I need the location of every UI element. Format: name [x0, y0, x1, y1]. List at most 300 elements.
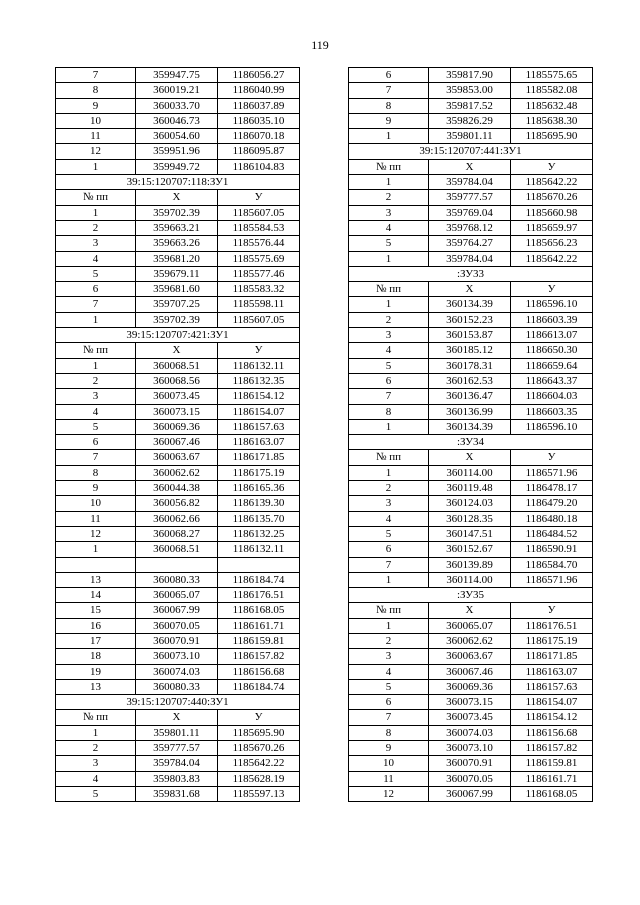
point-number-cell: 7: [56, 297, 136, 312]
y-coordinate-cell: 1186184.74: [218, 572, 300, 587]
y-coordinate-cell: 1186184.74: [218, 679, 300, 694]
coordinate-row: [349, 542, 593, 557]
parcel-title: :ЗУ33: [349, 266, 593, 281]
point-number-cell: 5: [56, 266, 136, 281]
point-number-cell: 4: [349, 343, 429, 358]
x-coordinate-cell: 360062.66: [136, 511, 218, 526]
coordinate-row: [56, 603, 300, 618]
y-coordinate-cell: 1186603.39: [511, 312, 593, 327]
coordinate-row: [349, 205, 593, 220]
y-coordinate-cell: 1186157.63: [511, 679, 593, 694]
coordinate-row: [56, 496, 300, 511]
x-coordinate-cell: 360069.36: [136, 419, 218, 434]
coordinate-row: [349, 756, 593, 771]
x-coordinate-cell: 360185.12: [429, 343, 511, 358]
coordinate-row: [349, 312, 593, 327]
coordinate-row: [349, 373, 593, 388]
point-number-cell: 9: [56, 98, 136, 113]
point-number-cell: 2: [349, 633, 429, 648]
y-coordinate-cell: 1186168.05: [511, 786, 593, 801]
point-number-cell: 7: [56, 450, 136, 465]
point-number-cell: 1: [56, 542, 136, 557]
point-number-cell: 10: [56, 113, 136, 128]
point-number-header: № пп: [56, 343, 136, 358]
point-number-cell: 18: [56, 649, 136, 664]
point-number-cell: 1: [349, 297, 429, 312]
point-number-cell: 12: [56, 144, 136, 159]
x-coordinate-cell: 360074.03: [429, 725, 511, 740]
point-number-cell: 8: [349, 98, 429, 113]
x-coordinate-cell: 359768.12: [429, 220, 511, 235]
x-coordinate-cell: 360139.89: [429, 557, 511, 572]
point-number-cell: 8: [349, 404, 429, 419]
x-coordinate-cell: 359801.11: [136, 725, 218, 740]
point-number-cell: 5: [349, 236, 429, 251]
coordinate-row: [349, 343, 593, 358]
parcel-title-row: [349, 435, 593, 450]
column-header-row: [349, 603, 593, 618]
point-number-cell: 4: [349, 664, 429, 679]
x-coordinate-cell: 360063.67: [136, 450, 218, 465]
point-number-header: № пп: [56, 190, 136, 205]
y-coordinate-cell: 1185642.22: [218, 756, 300, 771]
x-header: X: [136, 190, 218, 205]
y-coordinate-cell: 1186603.35: [511, 404, 593, 419]
point-number-cell: 5: [56, 786, 136, 801]
y-coordinate-cell: 1186161.71: [511, 771, 593, 786]
column-header-row: [349, 159, 593, 174]
x-coordinate-cell: 359681.20: [136, 251, 218, 266]
point-number-cell: 6: [349, 695, 429, 710]
y-coordinate-cell: 1186171.85: [511, 649, 593, 664]
y-coordinate-cell: 1186596.10: [511, 297, 593, 312]
coordinate-row: [56, 144, 300, 159]
y-coordinate-cell: 1186604.03: [511, 389, 593, 404]
y-coordinate-cell: 1186175.19: [218, 465, 300, 480]
y-coordinate-cell: 1185638.30: [511, 113, 593, 128]
y-coordinate-cell: 1186596.10: [511, 419, 593, 434]
coordinate-row: [349, 511, 593, 526]
coordinate-row: [56, 389, 300, 404]
point-number-cell: 2: [349, 190, 429, 205]
coordinate-row: [56, 282, 300, 297]
y-coordinate-cell: 1185576.44: [218, 236, 300, 251]
x-coordinate-cell: 360178.31: [429, 358, 511, 373]
point-number-cell: [56, 557, 136, 572]
y-coordinate-cell: 1186139.30: [218, 496, 300, 511]
point-number-cell: 2: [349, 312, 429, 327]
right-coordinates-table: [348, 67, 593, 802]
y-coordinate-cell: 1186157.82: [511, 741, 593, 756]
point-number-cell: 3: [349, 649, 429, 664]
x-coordinate-cell: 360068.51: [136, 542, 218, 557]
coordinate-row: [349, 68, 593, 83]
point-number-cell: 1: [56, 312, 136, 327]
x-coordinate-cell: 360067.46: [136, 435, 218, 450]
coordinate-row: [349, 389, 593, 404]
column-header-row: [56, 343, 300, 358]
x-coordinate-cell: 360136.47: [429, 389, 511, 404]
y-coordinate-cell: 1186171.85: [218, 450, 300, 465]
x-coordinate-cell: 359784.04: [136, 756, 218, 771]
coordinate-row: [56, 511, 300, 526]
x-coordinate-cell: 359817.90: [429, 68, 511, 83]
x-coordinate-cell: 359784.04: [429, 175, 511, 190]
point-number-cell: 11: [349, 771, 429, 786]
x-coordinate-cell: 360162.53: [429, 373, 511, 388]
x-coordinate-cell: [136, 557, 218, 572]
y-coordinate-cell: 1186154.12: [511, 710, 593, 725]
coordinate-row: [349, 496, 593, 511]
point-number-cell: 4: [349, 220, 429, 235]
coordinate-row: [349, 679, 593, 694]
y-coordinate-cell: 1186643.37: [511, 373, 593, 388]
point-number-cell: 4: [56, 771, 136, 786]
point-number-cell: 7: [349, 389, 429, 404]
y-coordinate-cell: 1186132.25: [218, 526, 300, 541]
x-coordinate-cell: 360136.99: [429, 404, 511, 419]
column-header-row: [349, 450, 593, 465]
point-number-cell: 6: [56, 282, 136, 297]
x-coordinate-cell: 359817.52: [429, 98, 511, 113]
point-number-cell: 3: [56, 756, 136, 771]
coordinate-row: [56, 83, 300, 98]
x-coordinate-cell: 360070.91: [136, 633, 218, 648]
point-number-cell: 9: [56, 481, 136, 496]
point-number-cell: 7: [349, 83, 429, 98]
coordinate-row: [56, 159, 300, 174]
parcel-title: 39:15:120707:441:ЗУ1: [349, 144, 593, 159]
coordinate-row: [56, 588, 300, 603]
coordinate-row: [56, 679, 300, 694]
coordinate-row: [56, 526, 300, 541]
point-number-cell: 3: [56, 236, 136, 251]
parcel-title-row: [349, 266, 593, 281]
y-coordinate-cell: 1186156.68: [218, 664, 300, 679]
point-number-cell: 5: [349, 679, 429, 694]
coordinate-row: [349, 251, 593, 266]
coordinate-row: [56, 756, 300, 771]
coordinate-row: [349, 786, 593, 801]
point-number-cell: 13: [56, 679, 136, 694]
point-number-cell: 10: [349, 756, 429, 771]
x-coordinate-cell: 360080.33: [136, 572, 218, 587]
y-coordinate-cell: 1186040.99: [218, 83, 300, 98]
coordinate-row: [56, 266, 300, 281]
point-number-cell: 8: [56, 83, 136, 98]
point-number-cell: 2: [56, 220, 136, 235]
coordinate-row: [56, 771, 300, 786]
y-coordinate-cell: 1185670.26: [218, 741, 300, 756]
coordinate-row: [56, 435, 300, 450]
x-coordinate-cell: 359769.04: [429, 205, 511, 220]
y-coordinate-cell: 1186479.20: [511, 496, 593, 511]
coordinate-row: [56, 68, 300, 83]
point-number-cell: 7: [349, 710, 429, 725]
y-coordinate-cell: 1185575.65: [511, 68, 593, 83]
y-coordinate-cell: 1185632.48: [511, 98, 593, 113]
x-coordinate-cell: 359663.26: [136, 236, 218, 251]
y-coordinate-cell: 1186168.05: [218, 603, 300, 618]
y-coordinate-cell: 1185584.53: [218, 220, 300, 235]
point-number-header: № пп: [349, 282, 429, 297]
coordinate-row: [56, 572, 300, 587]
x-coordinate-cell: 359663.21: [136, 220, 218, 235]
point-number-cell: 7: [349, 557, 429, 572]
point-number-header: № пп: [349, 603, 429, 618]
coordinate-row: [349, 526, 593, 541]
x-coordinate-cell: 359947.75: [136, 68, 218, 83]
y-coordinate-cell: 1186132.35: [218, 373, 300, 388]
coordinate-row: [56, 404, 300, 419]
x-coordinate-cell: 360065.07: [429, 618, 511, 633]
y-coordinate-cell: 1186056.27: [218, 68, 300, 83]
x-coordinate-cell: 360134.39: [429, 419, 511, 434]
y-coordinate-cell: 1186571.96: [511, 572, 593, 587]
y-coordinate-cell: [218, 557, 300, 572]
coordinate-row: [349, 419, 593, 434]
point-number-cell: 1: [56, 358, 136, 373]
left-coordinates-table: [55, 67, 300, 802]
point-number-cell: 12: [56, 526, 136, 541]
y-coordinate-cell: 1185659.97: [511, 220, 593, 235]
point-number-cell: 1: [56, 725, 136, 740]
y-coordinate-cell: 1186132.11: [218, 358, 300, 373]
point-number-cell: 11: [56, 511, 136, 526]
coordinate-row: [349, 572, 593, 587]
x-coordinate-cell: 359803.83: [136, 771, 218, 786]
y-coordinate-cell: 1186135.70: [218, 511, 300, 526]
point-number-cell: 5: [349, 526, 429, 541]
x-header: X: [136, 710, 218, 725]
y-coordinate-cell: 1186584.70: [511, 557, 593, 572]
x-coordinate-cell: 360080.33: [136, 679, 218, 694]
point-number-cell: 9: [349, 741, 429, 756]
y-coordinate-cell: 1186165.36: [218, 481, 300, 496]
x-coordinate-cell: 359853.00: [429, 83, 511, 98]
y-header: У: [511, 450, 593, 465]
point-number-cell: 1: [349, 251, 429, 266]
coordinate-row: [349, 404, 593, 419]
x-coordinate-cell: 359679.11: [136, 266, 218, 281]
point-number-cell: 5: [349, 358, 429, 373]
coordinate-row: [56, 557, 300, 572]
x-coordinate-cell: 360033.70: [136, 98, 218, 113]
x-coordinate-cell: 360054.60: [136, 129, 218, 144]
coordinate-row: [56, 113, 300, 128]
x-coordinate-cell: 360073.45: [136, 389, 218, 404]
x-coordinate-cell: 359777.57: [429, 190, 511, 205]
x-coordinate-cell: 360073.10: [136, 649, 218, 664]
point-number-header: № пп: [349, 450, 429, 465]
x-coordinate-cell: 359949.72: [136, 159, 218, 174]
coordinate-row: [56, 633, 300, 648]
x-coordinate-cell: 360070.05: [136, 618, 218, 633]
x-coordinate-cell: 360128.35: [429, 511, 511, 526]
coordinate-row: [349, 633, 593, 648]
point-number-cell: 3: [349, 496, 429, 511]
point-number-cell: 13: [56, 572, 136, 587]
y-coordinate-cell: 1186613.07: [511, 328, 593, 343]
point-number-cell: 1: [349, 465, 429, 480]
x-header: X: [429, 450, 511, 465]
point-number-cell: 1: [56, 159, 136, 174]
parcel-title-row: [56, 695, 300, 710]
point-number-cell: 5: [56, 419, 136, 434]
x-coordinate-cell: 359784.04: [429, 251, 511, 266]
x-coordinate-cell: 360046.73: [136, 113, 218, 128]
y-coordinate-cell: 1186157.63: [218, 419, 300, 434]
y-header: У: [218, 710, 300, 725]
point-number-cell: 3: [56, 389, 136, 404]
coordinate-row: [56, 373, 300, 388]
x-header: X: [429, 603, 511, 618]
x-coordinate-cell: 359702.39: [136, 312, 218, 327]
x-coordinate-cell: 360124.03: [429, 496, 511, 511]
coordinate-row: [349, 695, 593, 710]
parcel-title: :ЗУ34: [349, 435, 593, 450]
x-coordinate-cell: 360067.99: [429, 786, 511, 801]
x-coordinate-cell: 360069.36: [429, 679, 511, 694]
coordinate-row: [56, 205, 300, 220]
x-coordinate-cell: 359777.57: [136, 741, 218, 756]
point-number-cell: 3: [349, 328, 429, 343]
point-number-cell: 16: [56, 618, 136, 633]
y-coordinate-cell: 1186176.51: [511, 618, 593, 633]
y-coordinate-cell: 1186154.12: [218, 389, 300, 404]
x-coordinate-cell: 360044.38: [136, 481, 218, 496]
parcel-title: 39:15:120707:421:ЗУ1: [56, 328, 300, 343]
x-coordinate-cell: 360065.07: [136, 588, 218, 603]
x-coordinate-cell: 360119.48: [429, 481, 511, 496]
point-number-cell: 1: [349, 129, 429, 144]
point-number-cell: 11: [56, 129, 136, 144]
y-coordinate-cell: 1186156.68: [511, 725, 593, 740]
coordinate-row: [349, 649, 593, 664]
coordinate-row: [349, 98, 593, 113]
y-coordinate-cell: 1186478.17: [511, 481, 593, 496]
y-coordinate-cell: 1185670.26: [511, 190, 593, 205]
x-coordinate-cell: 360153.87: [429, 328, 511, 343]
point-number-cell: 6: [349, 68, 429, 83]
y-coordinate-cell: 1186175.19: [511, 633, 593, 648]
x-coordinate-cell: 360114.00: [429, 572, 511, 587]
y-coordinate-cell: 1186154.07: [218, 404, 300, 419]
point-number-cell: 8: [56, 465, 136, 480]
y-coordinate-cell: 1186480.18: [511, 511, 593, 526]
x-coordinate-cell: 360073.10: [429, 741, 511, 756]
coordinate-row: [56, 419, 300, 434]
x-coordinate-cell: 360056.82: [136, 496, 218, 511]
coordinate-row: [349, 175, 593, 190]
point-number-cell: 4: [56, 404, 136, 419]
x-coordinate-cell: 360068.51: [136, 358, 218, 373]
y-coordinate-cell: 1185642.22: [511, 251, 593, 266]
point-number-cell: 1: [349, 175, 429, 190]
x-coordinate-cell: 360073.15: [429, 695, 511, 710]
y-coordinate-cell: 1185695.90: [218, 725, 300, 740]
x-coordinate-cell: 360073.45: [429, 710, 511, 725]
coordinate-row: [349, 557, 593, 572]
point-number-cell: 4: [349, 511, 429, 526]
column-header-row: [349, 282, 593, 297]
point-number-cell: 6: [349, 373, 429, 388]
y-header: У: [511, 282, 593, 297]
coordinate-row: [56, 297, 300, 312]
x-coordinate-cell: 360068.27: [136, 526, 218, 541]
coordinate-row: [349, 328, 593, 343]
point-number-header: № пп: [56, 710, 136, 725]
x-coordinate-cell: 359702.39: [136, 205, 218, 220]
y-coordinate-cell: 1186161.71: [218, 618, 300, 633]
point-number-cell: 15: [56, 603, 136, 618]
y-header: У: [511, 159, 593, 174]
y-coordinate-cell: 1185642.22: [511, 175, 593, 190]
x-coordinate-cell: 359951.96: [136, 144, 218, 159]
coordinate-row: [349, 664, 593, 679]
point-number-cell: 1: [349, 572, 429, 587]
x-coordinate-cell: 360070.05: [429, 771, 511, 786]
y-coordinate-cell: 1185607.05: [218, 312, 300, 327]
coordinate-row: [349, 741, 593, 756]
coordinate-row: [56, 725, 300, 740]
coordinate-row: [56, 358, 300, 373]
coordinate-row: [56, 649, 300, 664]
x-coordinate-cell: 359764.27: [429, 236, 511, 251]
x-coordinate-cell: 360152.67: [429, 542, 511, 557]
y-coordinate-cell: 1185598.11: [218, 297, 300, 312]
coordinate-row: [349, 113, 593, 128]
column-header-row: [56, 190, 300, 205]
y-coordinate-cell: 1186659.64: [511, 358, 593, 373]
coordinate-row: [349, 710, 593, 725]
y-coordinate-cell: 1185656.23: [511, 236, 593, 251]
point-number-cell: 2: [56, 741, 136, 756]
x-coordinate-cell: 360062.62: [136, 465, 218, 480]
parcel-title-row: [56, 175, 300, 190]
point-number-cell: 1: [349, 618, 429, 633]
x-coordinate-cell: 360019.21: [136, 83, 218, 98]
y-coordinate-cell: 1185583.32: [218, 282, 300, 297]
x-coordinate-cell: 360070.91: [429, 756, 511, 771]
y-coordinate-cell: 1186159.81: [218, 633, 300, 648]
y-coordinate-cell: 1185695.90: [511, 129, 593, 144]
coordinate-row: [56, 98, 300, 113]
x-coordinate-cell: 360147.51: [429, 526, 511, 541]
coordinate-row: [56, 450, 300, 465]
point-number-header: № пп: [349, 159, 429, 174]
y-coordinate-cell: 1186132.11: [218, 542, 300, 557]
point-number-cell: 10: [56, 496, 136, 511]
coordinate-row: [56, 786, 300, 801]
x-coordinate-cell: 359707.25: [136, 297, 218, 312]
y-coordinate-cell: 1186035.10: [218, 113, 300, 128]
y-coordinate-cell: 1186590.91: [511, 542, 593, 557]
y-coordinate-cell: 1185660.98: [511, 205, 593, 220]
x-coordinate-cell: 360067.99: [136, 603, 218, 618]
point-number-cell: 2: [56, 373, 136, 388]
y-coordinate-cell: 1186163.07: [218, 435, 300, 450]
coordinate-row: [56, 220, 300, 235]
y-coordinate-cell: 1186095.87: [218, 144, 300, 159]
coordinate-row: [349, 83, 593, 98]
page-number: 119: [311, 38, 329, 52]
point-number-cell: 3: [349, 205, 429, 220]
y-header: У: [218, 190, 300, 205]
coordinate-row: [349, 618, 593, 633]
coordinate-row: [349, 129, 593, 144]
parcel-title: :ЗУ35: [349, 588, 593, 603]
